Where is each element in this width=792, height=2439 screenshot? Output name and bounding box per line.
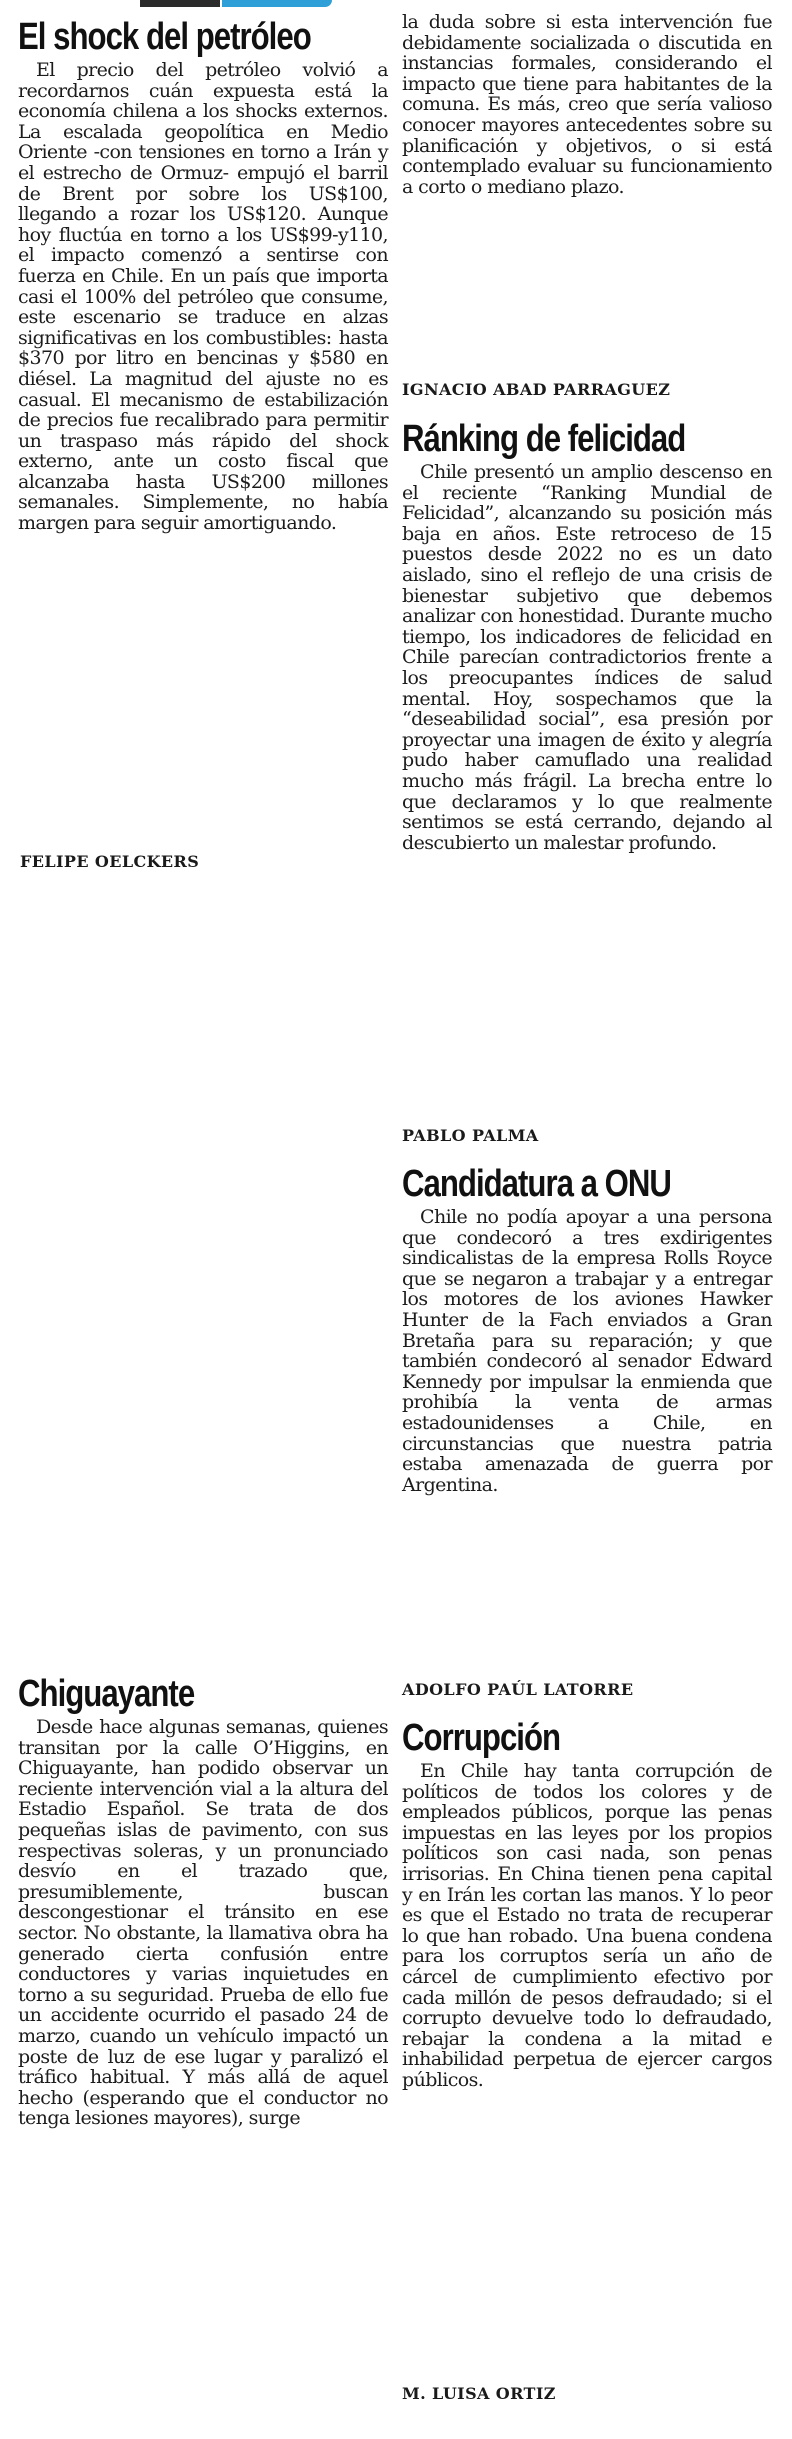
letter-body: El precio del petróleo volvió a recordarnos cuán expuesta está la economía chilena a los shocks externos. La escalada geopolítica en Medio Oriente -con tensiones en torno a Irán y el estrecho de Ormuz- empujó el barril de Brent por sobre los US$100, llegando a rozar los US$120. Aunque hoy fluctúa en torno a los US$99-y110, el impacto comenzó a sentirse con fuerza en Chile. En un país que importa casi el 100% del petróleo que consume, este escenario se traduce en alzas significativas en los combustibles: hasta $370 por litro en bencinas y $580 en diésel. La magnitud del ajuste no es casual. El mecanismo de estabilización de precios fue recalibrado para permitir un traspaso más rápido del shock externo, ante un costo fiscal que alcanzaba hasta US$200 millones semanales. Simplemente, no había margen para seguir amortiguando.	[18, 59, 388, 535]
letter-body: Chile no podía apoyar a una persona que condecoró a tres exdirigentes sindicalistas de la empresa Rolls Royce que se negaron a trabajar y a entregar los motores de los aviones Hawker Hunter de la Fach enviados a Gran Bretaña para su reparación; y que también condecoró al senador Edward Kennedy por impulsar la enmienda que prohibía la venta de armas estadounidenses a Chile, en circunstancias que nuestra patria estaba amenazada de guerra por Argentina.	[402, 1206, 772, 1496]
letter-chiguayante	[18, 1673, 388, 2129]
letter-petroleo	[18, 16, 388, 534]
letter-body: Chile presentó un amplio descenso en el reciente “Ranking Mundial de Felicidad”, alcanzando su posición más baja en años. Este retroceso de 15 puestos desde 2022 no es un dato aislado, sino el reflejo de una crisis de bienestar subjetivo que debemos analizar con honestidad. Durante mucho tiempo, los indicadores de felicidad en Chile parecían contradictorios frente a los preocupantes índices de salud mental. Hoy, sospechamos que la “deseabilidad social”, esa presión por proyectar una imagen de éxito y alegría pudo haber camuflado una realidad mucho más frágil. La brecha entre lo que declaramos y lo que realmente sentimos se está cerrando, dejando al descubierto un malestar profundo.	[402, 461, 772, 854]
letter-intervencion-continuation	[402, 12, 772, 197]
letter-title: Ránking de felicidad	[402, 418, 686, 460]
letter-corrupcion	[402, 1717, 772, 2091]
letter-author: M. LUISA ORTIZ	[402, 2384, 556, 2403]
section-header-bar	[0, 0, 792, 10]
letter-felicidad	[402, 418, 772, 853]
letter-onu	[402, 1163, 772, 1495]
letter-author: IGNACIO ABAD PARRAGUEZ	[402, 380, 671, 399]
letter-body: la duda sobre si esta intervención fue debidamente socializada o discutida en instancias formales, considerando el impacto que tiene para habitantes de la comuna. Es más, creo que sería valioso conocer mayores antecedentes sobre su planificación y objetivos, o si está contemplado evaluar su funcionamiento a corto o mediano plazo.	[402, 11, 772, 198]
header-accent-dark	[140, 0, 220, 7]
letter-body: Desde hace algunas semanas, quienes transitan por la calle O’Higgins, en Chiguayante, han podido observar un reciente intervención vial a la altura del Estadio Español. Se trata de dos pequeñas islas de pavimento, con sus respectivas soleras, y un pronunciado desvío en el trazado que, presumiblemente, buscan descongestionar el tránsito en ese sector. No obstante, la llamativa obra ha generado cierta confusión entre conductores y varias inquietudes en torno a su seguridad. Prueba de ello fue un accidente ocurrido el pasado 24 de marzo, cuando un vehículo impactó un poste de luz de ese lugar y paralizó el tráfico habitual. Y más allá de aquel hecho (esperando que el conductor no tenga lesiones mayores), surge	[18, 1716, 388, 2130]
letter-author: ADOLFO PAÚL LATORRE	[402, 1680, 634, 1699]
letter-title: El shock del petróleo	[18, 16, 311, 58]
header-accent-blue	[222, 0, 332, 7]
letter-author: PABLO PALMA	[402, 1126, 539, 1145]
letter-author: FELIPE OELCKERS	[20, 852, 200, 871]
letter-title: Candidatura a ONU	[402, 1163, 671, 1205]
letter-title: Corrupción	[402, 1717, 561, 1759]
letter-title: Chiguayante	[18, 1673, 195, 1715]
letter-body: En Chile hay tanta corrupción de políticos de todos los colores y de empleados públicos, porque las penas impuestas en las leyes por los propios políticos son casi nada, son penas irrisorias. En China tienen pena capital y en Irán les cortan las manos. Y lo peor es que el Estado no trata de recuperar lo que han robado. Una buena condena para los corruptos sería un año de cárcel de cumplimiento efectivo por cada millón de pesos defraudado; si el corrupto devuelve todo lo defraudado, rebajar la condena a la mitad e inhabilidad perpetua de ejercer cargos públicos.	[402, 1760, 772, 2091]
